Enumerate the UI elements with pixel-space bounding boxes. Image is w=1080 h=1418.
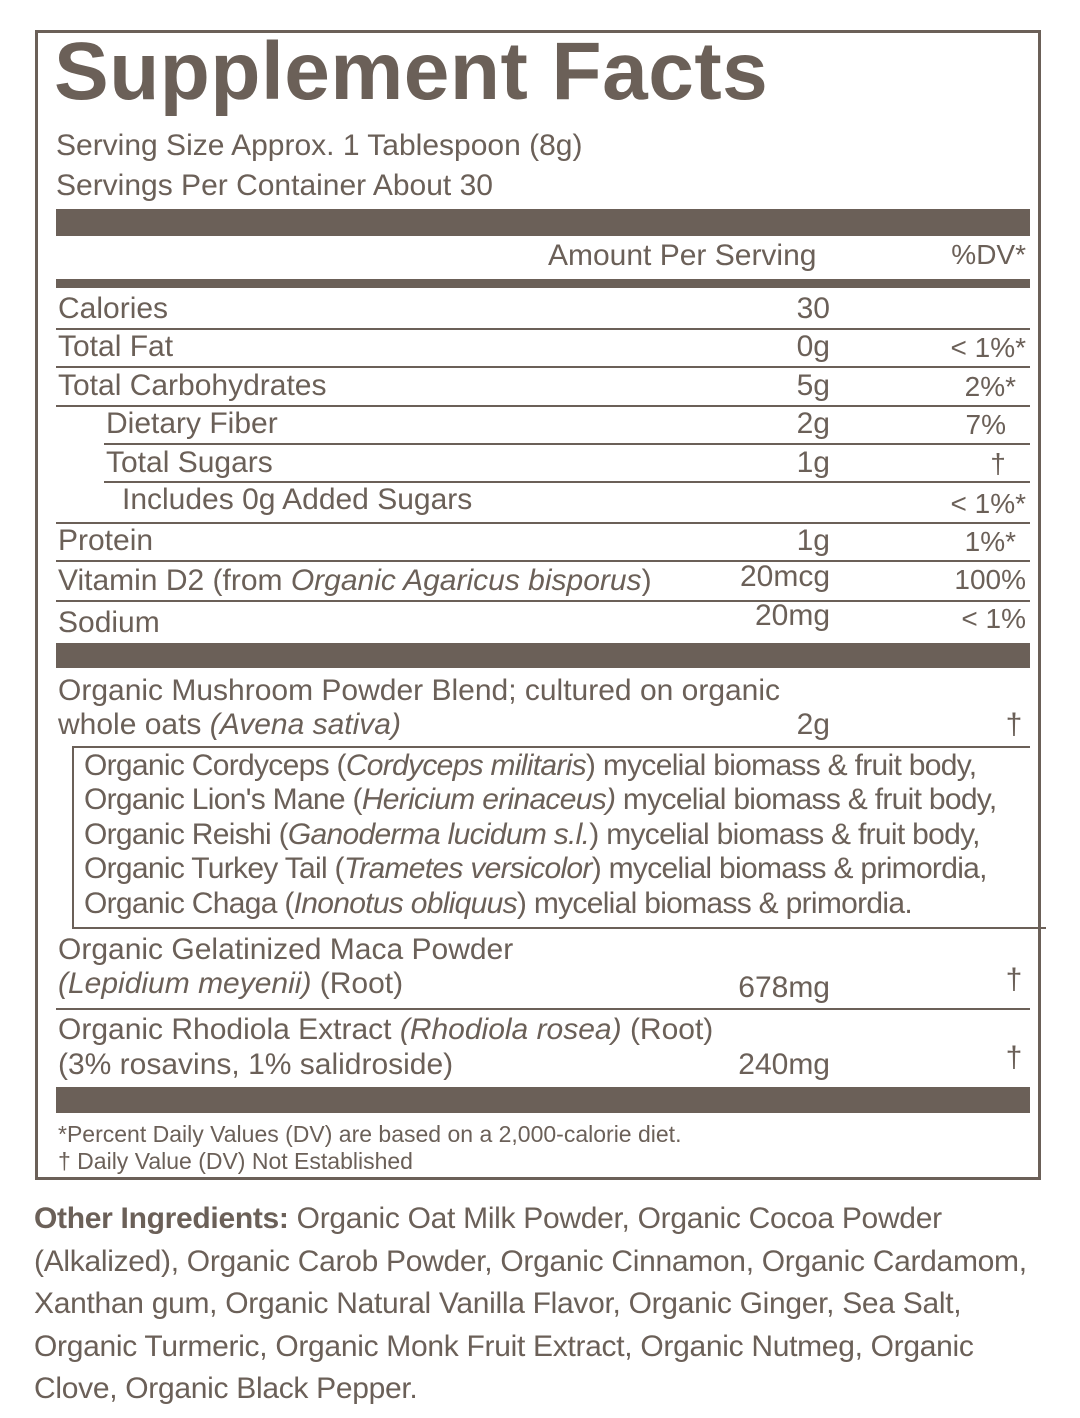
rhodiola-name: Organic Rhodiola Extract (Rhodiola rosea) (Root) [58, 1013, 714, 1046]
nutrient-name: Calories [58, 292, 169, 325]
blend-latin-name: (Avena sativa) [209, 708, 401, 741]
rhodiola-name-line2: (3% rosavins, 1% salidroside) [58, 1048, 454, 1081]
maca-latin-name: (Lepidium meyenii) [58, 967, 312, 1000]
dv-header: %DV* [951, 239, 1026, 270]
nutrient-amount: 20mg [754, 599, 830, 632]
other-ingredients [34, 1198, 1064, 1411]
footnote-not-established: † Daily Value (DV) Not Established [58, 1148, 413, 1174]
nutrient-name: Total Sugars [106, 446, 273, 479]
thick-divider [56, 209, 1030, 236]
row-divider [56, 328, 1030, 330]
nutrient-dv: 2%* [964, 371, 1016, 402]
servings-per-container: Servings Per Container About 30 [56, 169, 493, 202]
blend-bracket-line [72, 747, 74, 927]
row-divider [56, 1008, 1030, 1010]
list-item: Organic Lion's Mane (Hericium erinaceus) mycelial biomass & fruit body, [84, 783, 997, 817]
rhodiola-dv: † [1005, 1041, 1023, 1074]
blend-components [84, 749, 997, 921]
nutrient-amount: 5g [796, 369, 830, 402]
row-divider [104, 443, 1030, 445]
row-divider [72, 927, 1046, 929]
serving-size: Serving Size Approx. 1 Tablespoon (8g) [56, 129, 583, 162]
nutrient-dv: < 1%* [950, 332, 1026, 363]
rhodiola-amount: 240mg [738, 1048, 830, 1081]
nutrient-name: Total Fat [58, 330, 174, 363]
nutrient-name: Vitamin D2 (from Organic Agaricus bisporus) [58, 564, 652, 597]
row-divider [56, 522, 1030, 524]
maca-amount: 678mg [738, 971, 830, 1004]
thick-divider [56, 1087, 1030, 1113]
thick-divider [56, 643, 1030, 668]
maca-dv: † [1005, 963, 1023, 996]
amount-per-serving-header: Amount Per Serving [548, 239, 817, 272]
nutrient-dv: 100% [954, 564, 1026, 595]
panel-title: Supplement Facts [54, 26, 769, 117]
nutrient-amount: 20mcg [739, 560, 830, 593]
blend-name-line2: whole oats (Avena sativa) [58, 708, 401, 741]
nutrient-name: Includes 0g Added Sugars [122, 483, 473, 516]
nutrient-dv: † [990, 448, 1006, 479]
other-ingredients-label: Other Ingredients: [34, 1202, 289, 1235]
row-divider [56, 560, 1030, 562]
maca-name-line2: (Lepidium meyenii) (Root) [58, 967, 404, 1000]
rhodiola-latin-name: (Rhodiola rosea) [399, 1013, 622, 1046]
nutrient-name: Sodium [58, 606, 160, 639]
supplement-facts-panel [35, 26, 1041, 1180]
list-item: Organic Chaga (Inonotus obliquus) mycelial biomass & primordia. [84, 886, 912, 920]
footnote-dv: *Percent Daily Values (DV) are based on a 2,000-calorie diet. [58, 1121, 682, 1147]
nutrient-amount: 30 [796, 292, 830, 325]
blend-dv: † [1005, 708, 1023, 741]
nutrient-name-italic: Organic Agaricus bisporus [290, 564, 642, 597]
nutrient-amount: 1g [796, 446, 830, 479]
list-item: Organic Turkey Tail (Trametes versicolor) mycelial biomass & primordia, [84, 852, 987, 886]
nutrient-amount: 0g [796, 330, 830, 363]
list-item: Organic Reishi (Ganoderma lucidum s.l.) mycelial biomass & fruit body, [84, 817, 980, 851]
nutrient-dv: 1%* [964, 526, 1016, 557]
blend-name: Organic Mushroom Powder Blend; cultured on organic [58, 674, 781, 707]
nutrient-name: Protein [58, 524, 154, 557]
list-item: Organic Cordyceps (Cordyceps militaris) mycelial biomass & fruit body, [84, 749, 977, 782]
other-ingredients-text: Organic Oat Milk Powder, Organic Cocoa Powder (Alkalized), Organic Carob Powder, Organic Cinnamon, Organic Cardamom, Xanthan gum, Organic Natural Vanilla Flavor, Organic Ginger, Sea Salt, Organic Turmeric, Organic Monk Fruit Extract, Organic Nutmeg, Organic Clove, Organic Black Pepper. [34, 1202, 1027, 1405]
maca-name: Organic Gelatinized Maca Powder [58, 933, 514, 966]
row-divider [56, 600, 1030, 602]
nutrient-dv: < 1%* [950, 488, 1026, 519]
nutrient-dv: 7% [965, 409, 1006, 440]
nutrient-dv: < 1% [961, 603, 1026, 634]
nutrient-amount: 2g [796, 407, 830, 440]
medium-divider [56, 279, 1030, 288]
row-divider [72, 746, 1030, 748]
nutrient-name: Dietary Fiber [106, 407, 278, 440]
nutrient-amount: 1g [796, 524, 830, 557]
row-divider [56, 366, 1030, 368]
blend-amount: 2g [796, 708, 830, 741]
nutrient-name: Total Carbohydrates [58, 369, 327, 402]
